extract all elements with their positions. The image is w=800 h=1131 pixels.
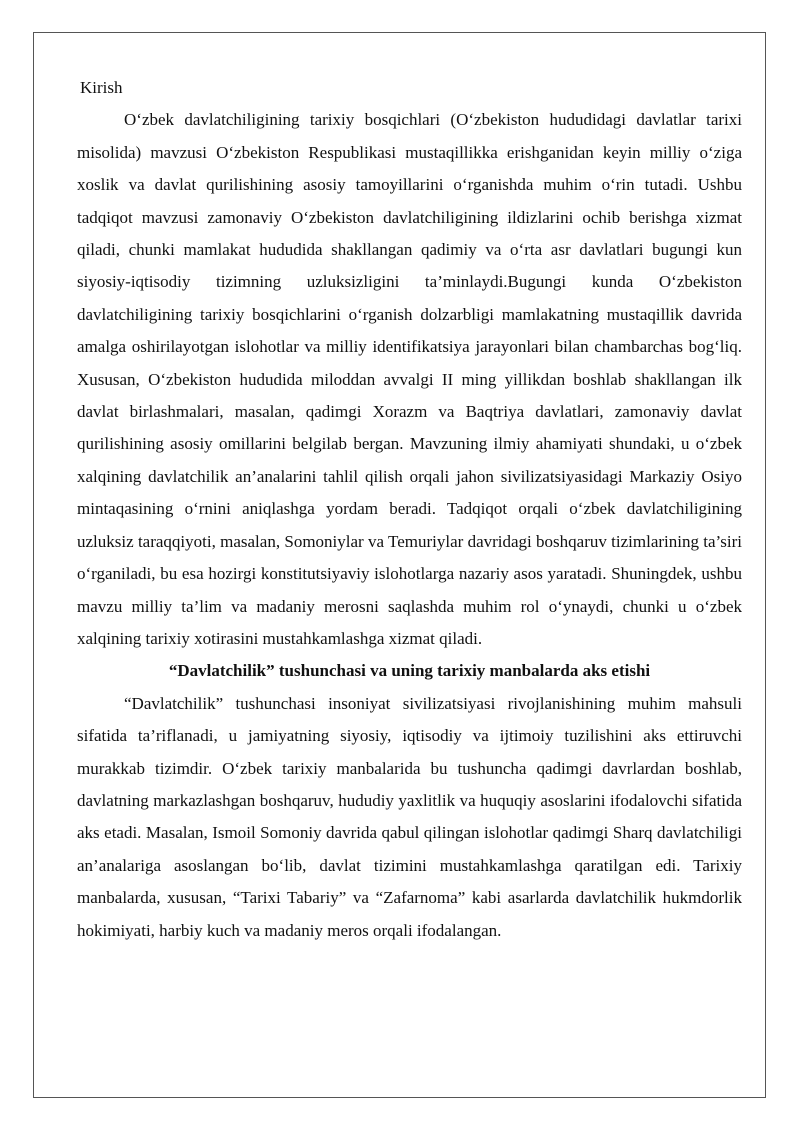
intro-paragraph: O‘zbek davlatchiligining tarixiy bosqichlari (O‘zbekiston hududidagi davlatlar tarixi misolida) mavzusi O‘zbekiston Respublikasi mustaqillikka erishganidan keyin milliy o‘ziga xoslik va davlat qurilishining asosiy tamoyillarini o‘rganishda muhim o‘rin tutadi. Ushbu tadqiqot mavzusi zamonaviy O‘zbekiston davlatchiligining ildizlarini ochib berishga xizmat qiladi, chunki mamlakat hududida shakllangan qadimiy va o‘rta asr davlatlari bugungi kun siyosiy-iqtisodiy tizimning uzluksizligini ta’minlaydi.Bugungi kunda O‘zbekiston davlatchiligining tarixiy bosqichlarini o‘rganish dolzarbligi mamlakatning mustaqillik davrida amalga oshirilayotgan islohotlar va milliy identifikatsiya jarayonlari bilan chambarchas bog‘liq. Xususan, O‘zbekiston hududida miloddan avvalgi II ming yillikdan boshlab shakllangan ilk davlat birlashmalari, masalan, qadimgi Xorazm va Baqtriya davlatlari, zamonaviy davlat qurilishining asosiy omillarini belgilab bergan. Mavzuning ilmiy ahamiyati shundaki, u o‘zbek xalqining davlatchilik an’analarini tahlil qilish orqali jahon sivilizatsiyasidagi Markaziy Osiyo mintaqasining o‘rnini aniqlashga yordam beradi. Tadqiqot orqali o‘zbek davlatchiligining uzluksiz taraqqiyoti, masalan, Somoniylar va Temuriylar davridagi boshqaruv tizimlarining ta’siri o‘rganiladi, bu esa hozirgi konstitutsiyaviy islohotlarga nazariy asos yaratadi. Shuningdek, ushbu mavzu milliy ta’lim va madaniy merosni saqlashda muhim rol o‘ynaydi, chunki u o‘zbek xalqining tarixiy xotirasini mustahkamlashga xizmat qiladi. <box>77 110 742 648</box>
document-body <box>77 72 742 947</box>
section-title: “Davlatchilik” tushunchasi va uning tarixiy manbalarda aks etishi <box>168 661 651 681</box>
section-paragraph: “Davlatchilik” tushunchasi insoniyat sivilizatsiyasi rivojlanishining muhim mahsuli sifatida ta’riflanadi, u jamiyatning siyosiy, iqtisodiy va ijtimoiy tuzilishini aks ettiruvchi murakkab tizimdir. O‘zbek tarixiy manbalarida bu tushuncha qadimgi davrlardan boshlab, davlatning markazlashgan boshqaruv, hududiy yaxlitlik va huquqiy asoslarini ifodalovchi sifatida aks etadi. Masalan, Ismoil Somoniy davrida qabul qilingan islohotlar qadimgi Sharq davlatchiligi an’analariga asoslangan bo‘lib, davlat tizimini mustahkamlashga qaratilgan edi. Tarixiy manbalarda, xususan, “Tarixi Tabariy” va “Zafarnoma” kabi asarlarda davlatchilik hukmdorlik hokimiyati, harbiy kuch va madaniy meros orqali ifodalangan. <box>77 693 742 940</box>
intro-heading: Kirish <box>80 78 123 97</box>
